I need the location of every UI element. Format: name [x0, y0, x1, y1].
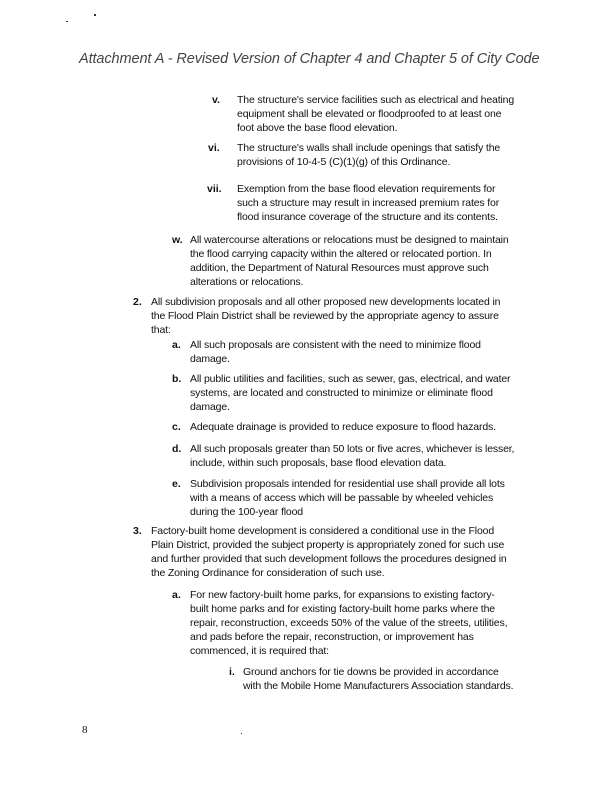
scan-speck — [241, 733, 242, 734]
page-header: Attachment A - Revised Version of Chapter 4 and Chapter 5 of City Code — [79, 51, 540, 67]
list-item-label: 3. — [133, 525, 142, 537]
list-item-text-line: the flood carrying capacity within the altered or relocated portion. In — [190, 248, 492, 260]
list-item-text-line: commenced, it is required that: — [190, 645, 329, 657]
list-item-text-line: All such proposals are consistent with the need to minimize flood — [190, 339, 481, 351]
list-item-text-line: the Zoning Ordinance for consideration of such use. — [151, 567, 385, 579]
list-item-text-line: equipment shall be elevated or floodproofed to at least one — [237, 108, 502, 120]
list-item-text-line: addition, the Department of Natural Resources must approve such — [190, 262, 489, 274]
list-item-text-line: with a means of access which will be passable by wheeled vehicles — [190, 492, 494, 504]
list-item-label: c. — [172, 421, 181, 433]
list-item-text-line: the Flood Plain District shall be reviewed by the appropriate agency to assure — [151, 310, 499, 322]
list-item-text-line: Plain District, provided the subject property is appropriately zoned for such use — [151, 539, 505, 551]
list-item-text-line: For new factory-built home parks, for expansions to existing factory- — [190, 589, 495, 601]
list-item-text-line: Factory-built home development is considered a conditional use in the Flood — [151, 525, 495, 537]
list-item-text-line: Subdivision proposals intended for residential use shall provide all lots — [190, 478, 505, 490]
list-item-text-line: provisions of 10-4-5 (C)(1)(g) of this Ordinance. — [237, 156, 451, 168]
list-item-text-line: damage. — [190, 401, 230, 413]
list-item-text-line: Exemption from the base flood elevation requirements for — [237, 183, 496, 195]
list-item-text-line: Ground anchors for tie downs be provided in accordance — [243, 666, 499, 678]
list-item-text-line: that: — [151, 324, 171, 336]
scan-speck — [94, 14, 96, 16]
list-item-text-line: The structure's walls shall include openings that satisfy the — [237, 142, 501, 154]
list-item-label: i. — [229, 666, 235, 678]
list-item-text-line: alterations or relocations. — [190, 276, 304, 288]
list-item-text-line: built home parks and for existing factory-built home parks where the — [190, 603, 495, 615]
list-item-text-line: during the 100-year flood — [190, 506, 303, 518]
list-item-label: d. — [172, 443, 182, 455]
list-item-label: v. — [212, 94, 220, 106]
list-item-text-line: damage. — [190, 353, 230, 365]
list-item-text-line: systems, are located and constructed to minimize or eliminate flood — [190, 387, 493, 399]
list-item-text-line: and pads before the repair, reconstruction, or improvement has — [190, 631, 474, 643]
list-item-label: 2. — [133, 296, 142, 308]
list-item-label: w. — [172, 234, 183, 246]
list-item-label: a. — [172, 589, 181, 601]
list-item-label: e. — [172, 478, 181, 490]
list-item-text-line: such a structure may result in increased premium rates for — [237, 197, 500, 209]
list-item-text-line: Adequate drainage is provided to reduce exposure to flood hazards. — [190, 421, 496, 433]
scan-speck — [66, 21, 68, 22]
list-item-text-line: All such proposals greater than 50 lots or five acres, whichever is lesser, — [190, 443, 515, 455]
list-item-text-line: All subdivision proposals and all other proposed new developments located in — [151, 296, 501, 308]
list-item-label: vii. — [207, 183, 222, 195]
list-item-text-line: All public utilities and facilities, such as sewer, gas, electrical, and water — [190, 373, 511, 385]
list-item-text-line: include, within such proposals, base flood elevation data. — [190, 457, 447, 469]
list-item-label: a. — [172, 339, 181, 351]
list-item-label: b. — [172, 373, 182, 385]
list-item-text-line: The structure's service facilities such as electrical and heating — [237, 94, 515, 106]
list-item-text-line: foot above the base flood elevation. — [237, 122, 398, 134]
list-item-text-line: and further provided that such development follows the procedures designed in — [151, 553, 507, 565]
list-item-label: vi. — [208, 142, 220, 154]
page-number: 8 — [82, 724, 88, 736]
list-item-text-line: flood insurance coverage of the structure and its contents. — [237, 211, 498, 223]
list-item-text-line: repair, reconstruction, exceeds 50% of the value of the streets, utilities, — [190, 617, 508, 629]
list-item-text-line: All watercourse alterations or relocations must be designed to maintain — [190, 234, 509, 246]
list-item-text-line: with the Mobile Home Manufacturers Association standards. — [243, 680, 514, 692]
